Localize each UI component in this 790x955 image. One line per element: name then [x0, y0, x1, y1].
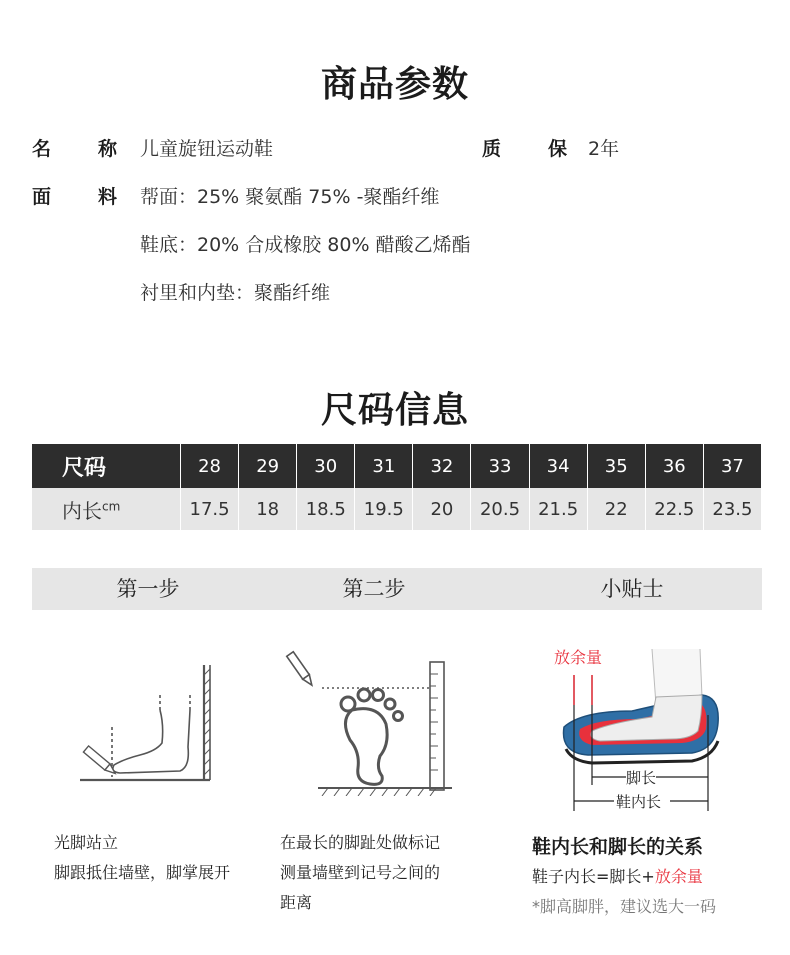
- steps-header-bar: [32, 568, 762, 610]
- tip-caption: [532, 832, 716, 922]
- length-cell: 21.5: [529, 488, 587, 530]
- size-cell: 33: [471, 444, 529, 488]
- step2-line: 距离: [280, 893, 313, 912]
- length-row: [32, 488, 762, 530]
- margin-label: 放余量: [554, 648, 603, 667]
- params-title: 商品参数: [320, 64, 469, 105]
- length-cell: 22: [587, 488, 645, 530]
- step2-caption: [280, 828, 440, 918]
- length-cell: 22.5: [645, 488, 703, 530]
- size-header-row: [32, 444, 762, 488]
- size-header-label: 尺码: [32, 444, 181, 488]
- length-cell: 20.5: [471, 488, 529, 530]
- param-value-warranty: 2年: [588, 138, 620, 160]
- material-line-lining: 衬里和内垫：聚酯纤维: [140, 282, 331, 304]
- size-cell: 30: [297, 444, 355, 488]
- length-cell: 19.5: [355, 488, 413, 530]
- foot-length-label: 脚长: [626, 769, 657, 787]
- length-unit: cm: [102, 498, 121, 513]
- length-cell: 18: [239, 488, 297, 530]
- size-table: [32, 444, 762, 530]
- tip-formula-highlight: 放余量: [654, 867, 703, 886]
- shoe-cross-section-icon: [552, 645, 732, 815]
- step1-caption: [54, 828, 230, 888]
- size-cell: 37: [703, 444, 761, 488]
- size-cell: 28: [181, 444, 239, 488]
- step2-footprint-ruler-illustration: [282, 648, 462, 796]
- tip-formula: 鞋子内长=脚长+放余量: [532, 867, 703, 886]
- length-row-label: 内长$^{cm}$: [32, 488, 181, 530]
- step1-line: 光脚站立: [54, 833, 119, 852]
- tip-title: 鞋内长和脚长的关系: [532, 836, 704, 858]
- tip-label: 小贴士: [600, 577, 664, 601]
- inner-length-label: 鞋内长: [616, 793, 662, 811]
- size-title: 尺码信息: [320, 390, 469, 431]
- material-line-sole: 鞋底：20% 合成橡胶 80% 醋酸乙烯酯: [140, 234, 471, 256]
- step2-line: 测量墙壁到记号之间的: [280, 863, 441, 882]
- tip-shoe-diagram: [552, 645, 732, 815]
- length-cell: 18.5: [297, 488, 355, 530]
- length-cell: 20: [413, 488, 471, 530]
- material-line-upper: 帮面：25% 聚氨酯 75% -聚酯纤维: [140, 186, 440, 208]
- param-value-name: 儿童旋钮运动鞋: [140, 138, 274, 160]
- size-cell: 32: [413, 444, 471, 488]
- step1-line: 脚跟抵住墙壁，脚掌展开: [54, 863, 231, 882]
- step2-line: 在最长的脚趾处做标记: [280, 833, 441, 852]
- size-cell: 35: [587, 444, 645, 488]
- size-cell: 29: [239, 444, 297, 488]
- step1-foot-wall-illustration: [72, 655, 232, 790]
- size-cell: 34: [529, 444, 587, 488]
- size-cell: 36: [645, 444, 703, 488]
- length-cell: 17.5: [181, 488, 239, 530]
- length-cell: 23.5: [703, 488, 761, 530]
- size-cell: 31: [355, 444, 413, 488]
- step1-label: 第一步: [116, 577, 180, 601]
- step2-label: 第二步: [342, 577, 406, 601]
- tip-note: *脚高脚胖，建议选大一码: [532, 897, 717, 916]
